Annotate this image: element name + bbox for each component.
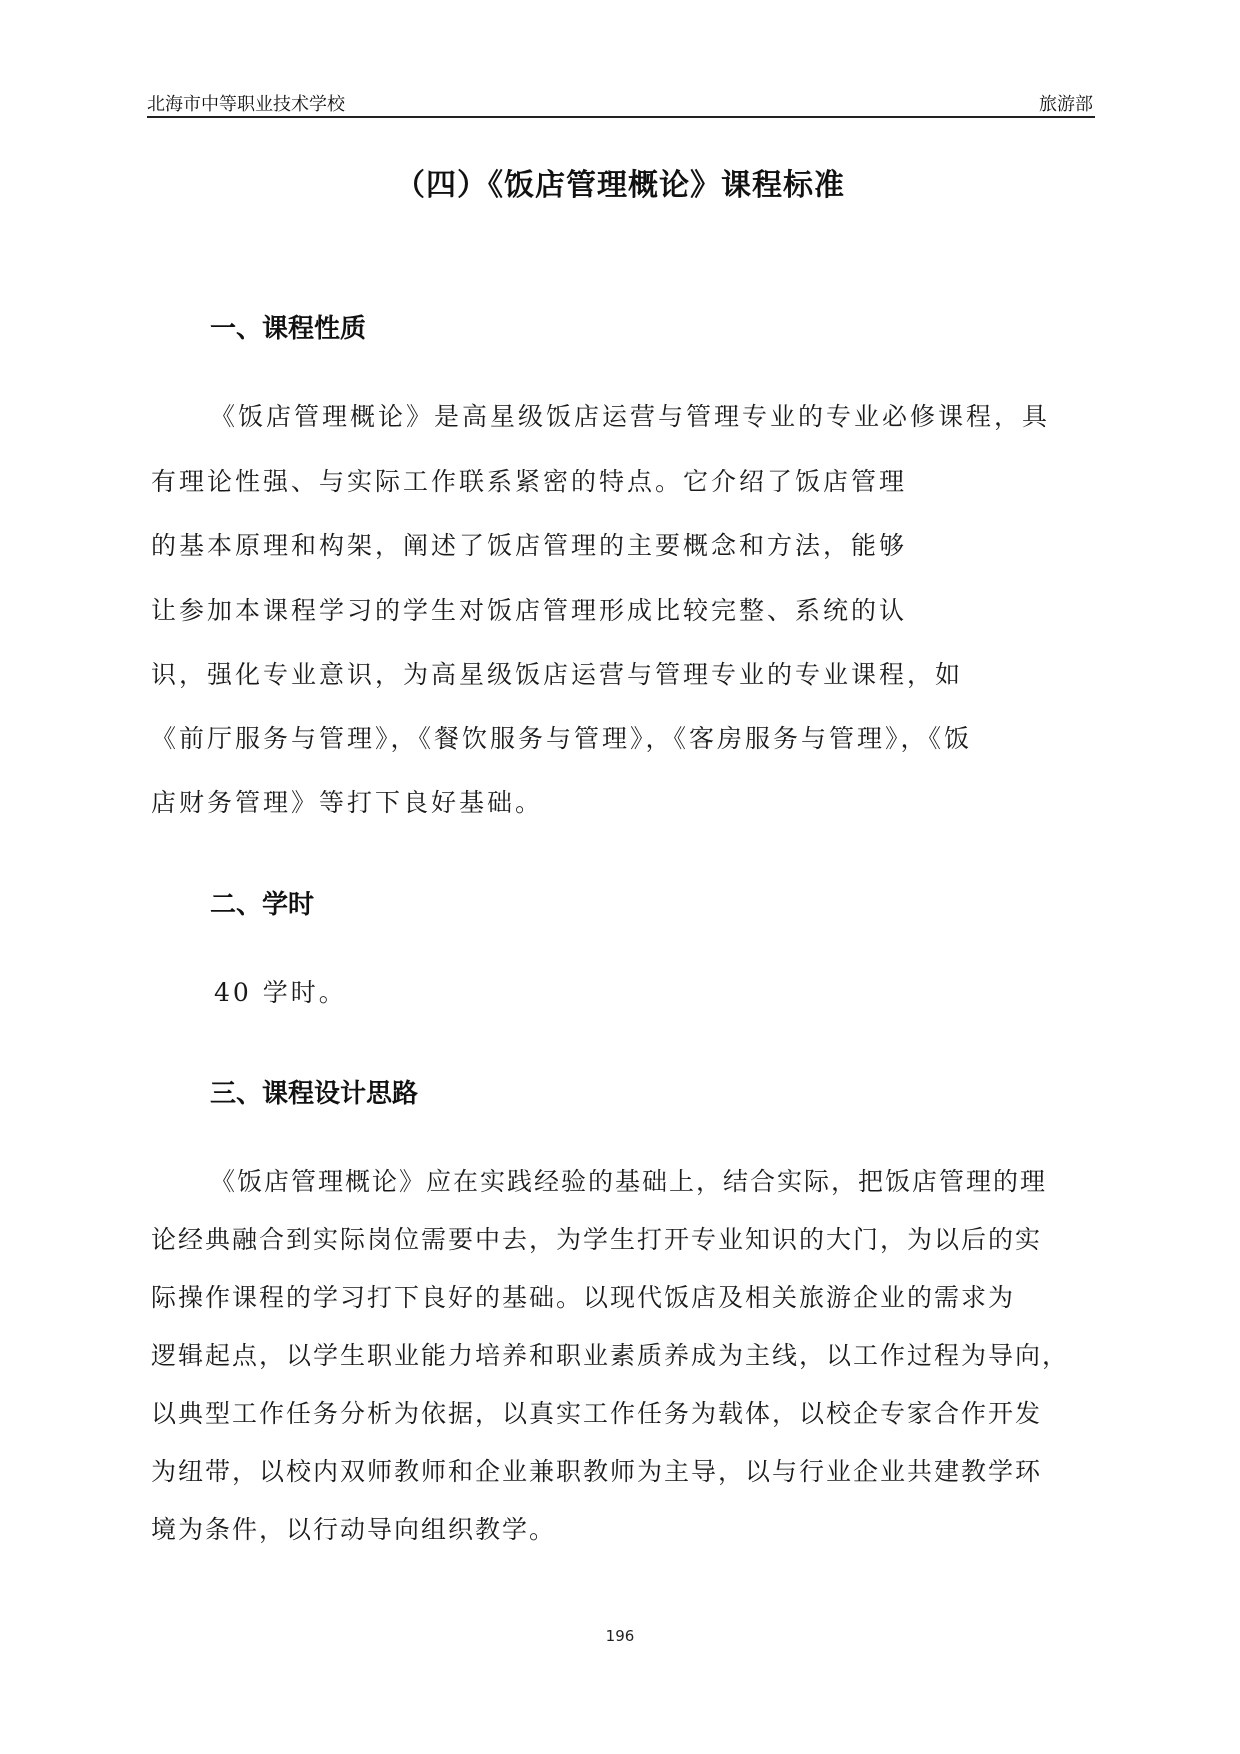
paragraph-line: 有理论性强、与实际工作联系紧密的特点。它介绍了饭店管理: [151, 467, 908, 496]
paragraph-line: 《饭店管理概论》应在实践经验的基础上，结合实际，把饭店管理的理: [210, 1167, 1048, 1196]
section-heading-course-nature: 一、课程性质: [210, 314, 367, 344]
header-department: 旅游部: [1039, 94, 1093, 115]
paragraph-line: 逻辑起点，以学生职业能力培养和职业素质养成为主线，以工作过程为导向，: [151, 1341, 1070, 1370]
paragraph-line: 《前厅服务与管理》，《餐饮服务与管理》，《客房服务与管理》，《饭: [151, 724, 973, 753]
paragraph-line: 境为条件，以行动导向组织教学。: [151, 1515, 557, 1544]
paragraph-line: 际操作课程的学习打下良好的基础。以现代饭店及相关旅游企业的需求为: [151, 1283, 1016, 1312]
section-heading-class-hours: 二、学时: [210, 890, 315, 920]
paragraph-line: 的基本原理和构架，阐述了饭店管理的主要概念和方法，能够: [151, 531, 908, 560]
page-header: [147, 86, 1095, 118]
paragraph-line: 论经典融合到实际岗位需要中去，为学生打开专业知识的大门，为以后的实: [151, 1225, 1043, 1254]
paragraph-line: 《饭店管理概论》是高星级饭店运营与管理专业的专业必修课程，具: [210, 402, 1051, 431]
class-hours-text: 40 学时。: [214, 978, 347, 1007]
header-school-name: 北海市中等职业技术学校: [147, 94, 345, 115]
document-title: （四）《饭店管理概论》课程标准: [395, 168, 845, 203]
paragraph-line: 让参加本课程学习的学生对饭店管理形成比较完整、系统的认: [151, 596, 908, 625]
section-heading-design-approach: 三、课程设计思路: [210, 1079, 419, 1109]
page-number: 196: [605, 1627, 635, 1645]
paragraph-line: 以典型工作任务分析为依据，以真实工作任务为载体，以校企专家合作开发: [151, 1399, 1043, 1428]
paragraph-line: 为纽带，以校内双师教师和企业兼职教师为主导，以与行业企业共建教学环: [151, 1457, 1043, 1486]
paragraph-line: 店财务管理》等打下良好基础。: [151, 788, 544, 817]
paragraph-line: 识，强化专业意识，为高星级饭店运营与管理专业的专业课程，如: [151, 660, 964, 689]
